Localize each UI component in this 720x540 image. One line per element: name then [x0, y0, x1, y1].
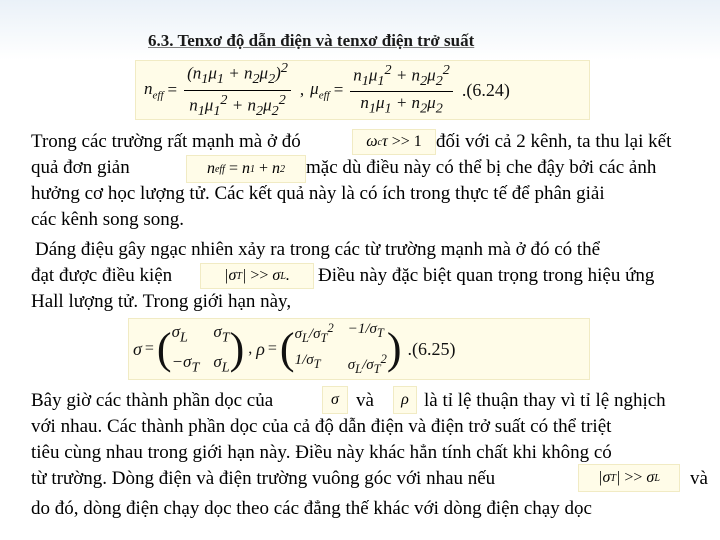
inline-symbol-sigma: σ — [322, 386, 348, 414]
text-line: Hall lượng tử. Trong giới hạn này, — [31, 291, 292, 312]
equation-6-24: $n_{eff}$ = $\frac{(n_1\mu_1 + n_2\mu_2)^2}{n_1\mu_1^2 + n_2\mu_2^2}$ , $\mu_{eff}$ = $\frac{n_1\mu_1^2 + n_2\mu_2^2}{n_1\mu_1 + n_2\mu_2}$ .(6.24) — [135, 60, 590, 120]
text-line: hưởng cơ học lượng tử. Các kết quả này là có ích trong thực tế để phân giải — [31, 183, 605, 204]
inline-formula-neff: n eff = n 1 + n 2 — [186, 155, 306, 183]
text-line: quả đơn giản — [31, 157, 130, 178]
text-line: tiêu cùng nhau trong giới hạn này. Điều này khác hẳn tính chất khi không có — [31, 442, 612, 463]
text-line: và — [356, 390, 374, 411]
page-title: 6.3. Tenxơ độ dẫn điện và tenxơ điện trở suất — [148, 31, 475, 50]
inline-formula-omega-tau: ω c τ >> 1 — [352, 129, 436, 155]
equation-number: .(6.24) — [461, 79, 510, 100]
text-line: và — [690, 468, 708, 489]
text-line: với nhau. Các thành phần dọc của cả độ dẫn điện và điện trở suất có thể triệt — [31, 416, 612, 437]
text-line: đạt được điều kiện — [31, 265, 173, 286]
text-line: đối với cả 2 kênh, ta thu lại kết — [436, 131, 672, 152]
text-line: Dáng điệu gây ngạc nhiên xảy ra trong các từ trường mạnh mà ở đó có thể — [35, 239, 601, 260]
inline-formula-sigma-condition: |σ T | >> σ L . — [200, 263, 314, 289]
equation-number: .(6.25) — [407, 338, 456, 359]
text-line: Trong các trường rất mạnh mà ở đó — [31, 131, 301, 152]
text-line: Điều này đặc biệt quan trọng trong hiệu ứng — [318, 265, 655, 286]
text-line: là tỉ lệ thuận thay vì tỉ lệ nghịch — [424, 390, 666, 411]
inline-symbol-rho: ρ — [393, 386, 417, 414]
text-line: do đó, dòng điện chạy dọc theo các đẳng thế khác với dòng điện chạy dọc — [31, 498, 592, 519]
equation-6-25: σ = ( $\sigma_L$ $\sigma_T$ $-\sigma_T$ $\sigma_L$ ) , ρ = ( $\sigma_L/\sigma_T^2$ $-1/\sigma_T$ $1/\sigma_T$ $\sigma_L/\sigma_T^2$ ) .(6.25) — [128, 318, 590, 380]
inline-formula-sigma-condition-2: |σ T | >> σ L — [578, 464, 680, 492]
text-line: mặc dù điều này có thể bị che đậy bởi các ảnh — [306, 157, 657, 178]
text-line: Bây giờ các thành phần dọc của — [31, 390, 274, 411]
text-line: từ trường. Dòng điện và điện trường vuông góc với nhau nếu — [31, 468, 496, 489]
text-line: các kênh song song. — [31, 209, 185, 230]
